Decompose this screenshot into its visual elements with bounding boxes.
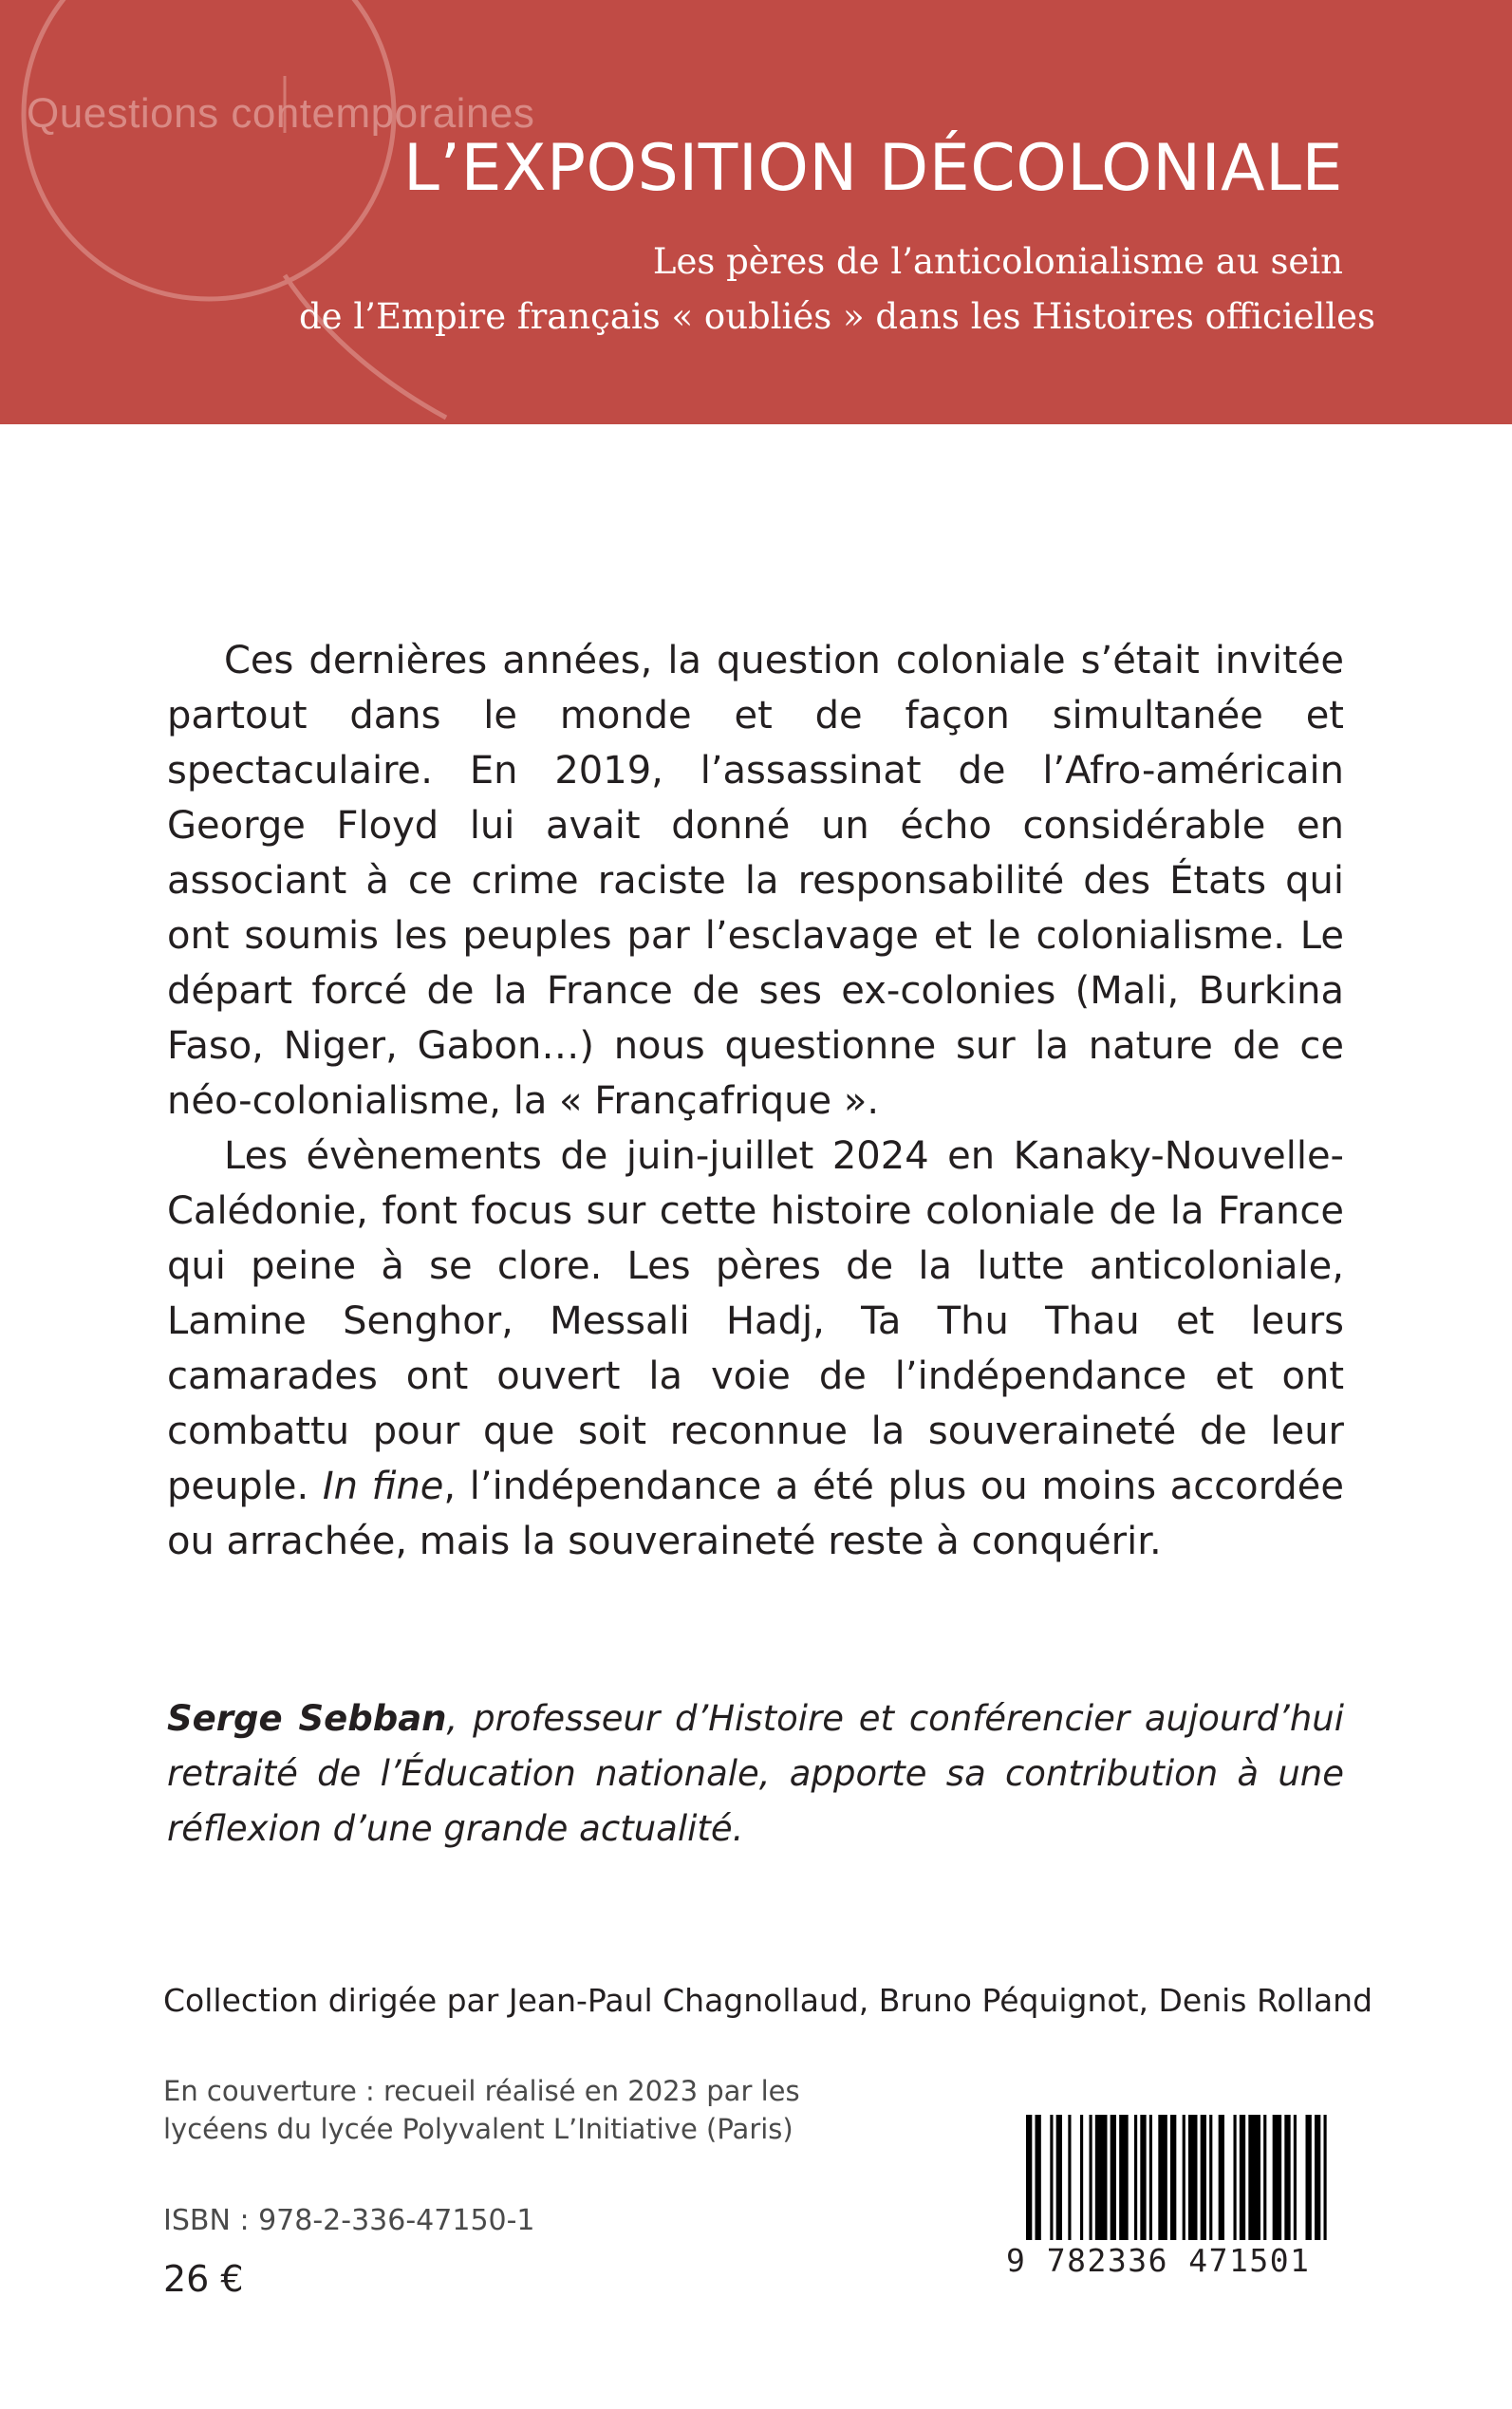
barcode-digits: 9 782336 471501 bbox=[1006, 2242, 1311, 2279]
summary-paragraph: Ces dernières années, la question coloniale s’était invitée partout dans le monde et de façon simultanée et spectaculaire. En 2019, l’assassinat de l’Afro-américain George Floyd lui avait donné un écho considérable en associant à ce crime raciste la responsabilité des États qui ont soumis les peuples par l’esclavage et le colonialisme. Le départ forcé de la France de ses ex-colonies (Mali, Burkina Faso, Niger, Gabon…) nous questionne sur la nature de ce néo-colonialisme, la « Françafrique ». bbox=[167, 639, 1344, 1123]
q-letter-logo-icon bbox=[0, 0, 1512, 424]
summary-paragraph bbox=[167, 1129, 1344, 1569]
barcode-bar bbox=[1183, 2115, 1185, 2240]
series-label: Questions contemporaines bbox=[27, 90, 535, 137]
summary-text: , l’indépendance a été plus ou moins accordée ou arrachée, mais la souveraineté reste à conquérir. bbox=[167, 1465, 1345, 1563]
barcode-bar bbox=[1188, 2115, 1198, 2240]
barcode-bar bbox=[1263, 2115, 1266, 2240]
barcode-bar bbox=[1284, 2115, 1290, 2240]
collection-credit: Collection dirigée par Jean-Paul Chagnollaud, Bruno Péquignot, Denis Rolland bbox=[163, 1982, 1373, 2019]
barcode-bar bbox=[1050, 2115, 1053, 2240]
book-subtitle bbox=[299, 234, 1376, 345]
barcode-bar bbox=[1306, 2115, 1312, 2240]
cover-credit bbox=[163, 2072, 847, 2148]
barcode-bar bbox=[1119, 2115, 1129, 2240]
barcode-bar bbox=[1134, 2115, 1137, 2240]
barcode-bar bbox=[1090, 2115, 1092, 2240]
barcode-bar bbox=[1080, 2115, 1083, 2240]
barcode-bar bbox=[1324, 2115, 1327, 2240]
summary-text: Les évènements de juin-juillet 2024 en Kanaky-Nouvelle-Calédonie, font focus sur cette histoire coloniale de la France qui peine à se clore. Les pères de la lutte anticoloniale, Lamine Senghor, Messali Hadj, Ta Thu Thau et leurs camarades ont ouvert la voie de l’indépendance et ont combattu pour que soit reconnue la souveraineté de leur peuple. bbox=[167, 1134, 1344, 1508]
cover-header-band bbox=[0, 0, 1512, 424]
barcode-bar bbox=[1273, 2115, 1282, 2240]
barcode-bar bbox=[1111, 2115, 1116, 2240]
barcode-bar bbox=[1240, 2115, 1245, 2240]
summary-italic-text: In fine bbox=[322, 1465, 444, 1508]
subtitle-line: Les pères de l’anticolonialisme au sein bbox=[652, 241, 1343, 282]
author-name: Serge Sebban bbox=[167, 1698, 447, 1739]
book-title: L’EXPOSITION DÉCOLONIALE bbox=[403, 131, 1343, 206]
author-bio bbox=[167, 1691, 1344, 1857]
ean13-barcode-icon bbox=[1026, 2115, 1333, 2240]
subtitle-line: de l’Empire français « oubliés » dans les Histoires officielles bbox=[299, 296, 1376, 337]
barcode-bar bbox=[1201, 2115, 1206, 2240]
barcode-bar bbox=[1158, 2115, 1167, 2240]
barcode-bar bbox=[1294, 2115, 1297, 2240]
barcode-bar bbox=[1209, 2115, 1212, 2240]
barcode-bar bbox=[1170, 2115, 1176, 2240]
back-cover-summary bbox=[167, 633, 1344, 1569]
barcode-bar bbox=[1056, 2115, 1062, 2240]
cover-credit-line: En couverture : recueil réalisé en 2023 par les bbox=[163, 2075, 800, 2107]
barcode-bar bbox=[1068, 2115, 1071, 2240]
isbn: ISBN : 978-2-336-47150-1 bbox=[163, 2204, 535, 2237]
barcode-bar bbox=[1140, 2115, 1146, 2240]
barcode-bar bbox=[1248, 2115, 1260, 2240]
barcode-bar bbox=[1149, 2115, 1152, 2240]
barcode-bar bbox=[1036, 2115, 1041, 2240]
barcode-bar bbox=[1234, 2115, 1237, 2240]
barcode-bar bbox=[1026, 2115, 1032, 2240]
barcode-bar bbox=[1219, 2115, 1224, 2240]
author-bio-text: , professeur d’Histoire et conférencier aujourd’hui retraité de l’Éducation nationale, apporte sa contribution à une réflexion d’une grande actualité. bbox=[167, 1698, 1345, 1849]
cover-credit-line: lycéens du lycée Polyvalent L’Initiative (Paris) bbox=[163, 2113, 793, 2145]
barcode-bar bbox=[1315, 2115, 1320, 2240]
price: 26 € bbox=[163, 2258, 244, 2300]
barcode-bar bbox=[1095, 2115, 1108, 2240]
